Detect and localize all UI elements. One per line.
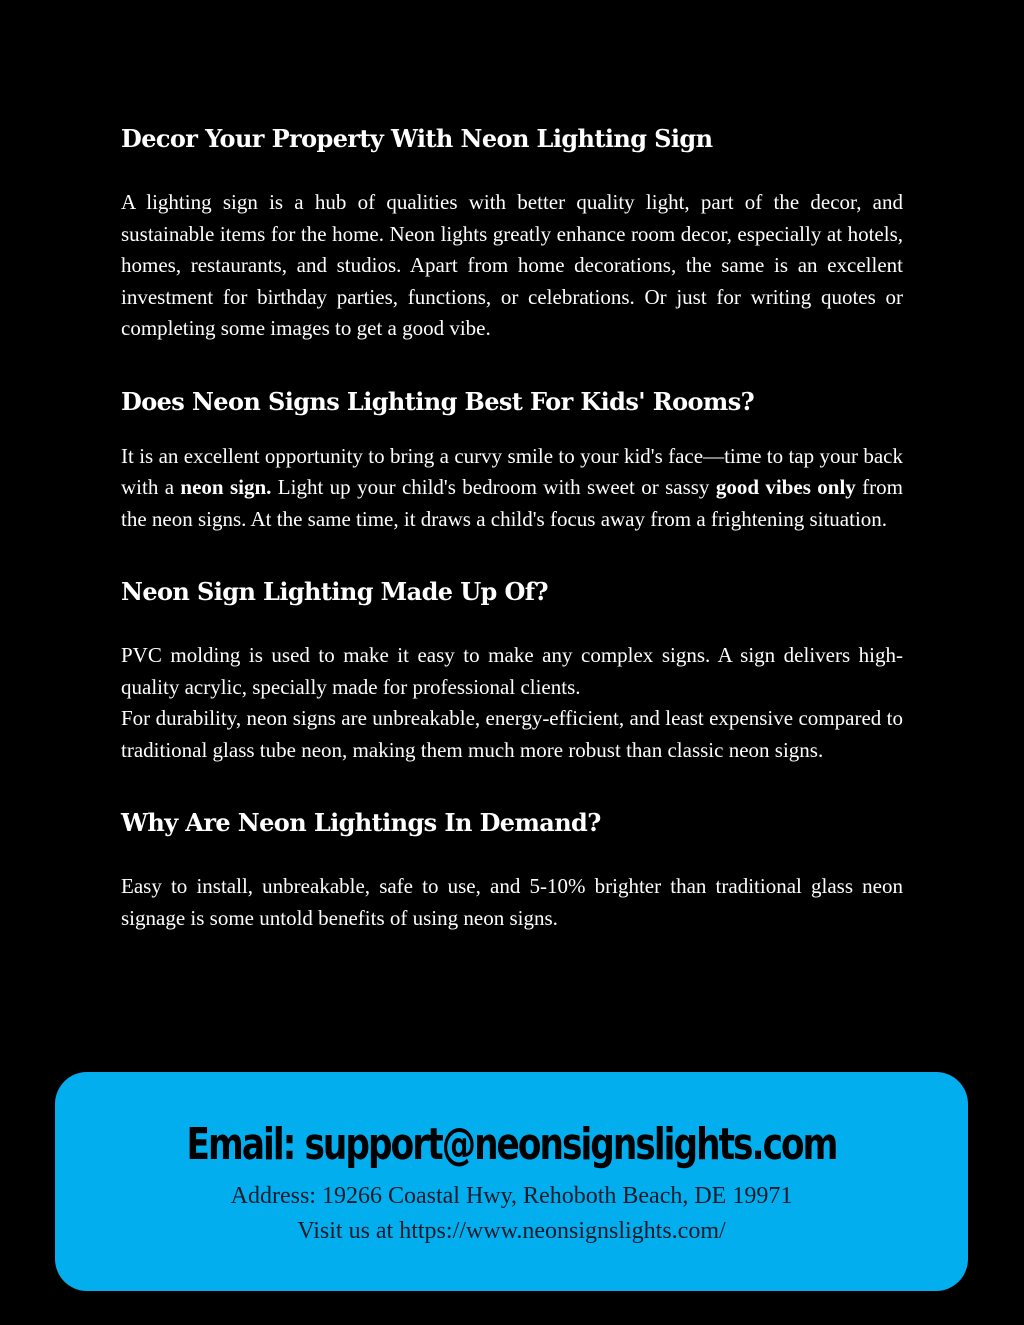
section-heading: Does Neon Signs Lighting Best For Kids' Rooms? [121,386,755,416]
section-in-demand [121,802,903,934]
section-paragraph: A lighting sign is a hub of qualities with better quality light, part of the decor, and sustainable items for the home. Neon lights greatly enhance room decor, especially at hotels, homes, restaurants, and studios. Apart from home decorations, the same is an excellent investment for birthday parties, functions, or celebrations. Or just for writing quotes or completing some images to get a good vibe. [121,190,903,340]
article-content [121,118,903,934]
contact-email[interactable]: Email: support@neonsignslights.com [186,1119,837,1170]
section-paragraph: Easy to install, unbreakable, safe to use, and 5-10% brighter than traditional glass neon signage is some untold benefits of using neon signs. [121,874,903,930]
section-heading: Neon Sign Lighting Made Up Of? [121,577,548,606]
text-run: Light up your child's bedroom with sweet or sassy [271,475,716,499]
section-heading: Decor Your Property With Neon Lighting Sign [121,124,713,153]
contact-website[interactable]: Visit us at https://www.neonsignslights.com/ [297,1218,726,1244]
section-paragraph [121,441,903,536]
section-made-up-of [121,571,903,766]
section-paragraph: PVC molding is used to make it easy to make any complex signs. A sign delivers high-quality acrylic, specially made for professional clients. [121,643,903,699]
bold-text-good-vibes: good vibes only [715,475,856,499]
bold-text-neon-sign: neon sign. [180,475,272,499]
section-heading: Why Are Neon Lightings In Demand? [121,808,601,837]
section-kids-rooms [121,381,903,536]
section-paragraph: For durability, neon signs are unbreakable, energy-efficient, and least expensive compared to traditional glass tube neon, making them much more robust than classic neon signs. [121,706,903,762]
text-run: It is an excellent opportunity to bring a curvy smile to your kid's face—time to tap your back with a [121,443,903,499]
contact-box [55,1072,968,1291]
text-run: from the neon signs. At the same time, it draws a child's focus away from a frightening situation. [121,475,903,531]
section-decor [121,118,903,345]
contact-address: Address: 19266 Coastal Hwy, Rehoboth Beach, DE 19971 [230,1183,793,1209]
